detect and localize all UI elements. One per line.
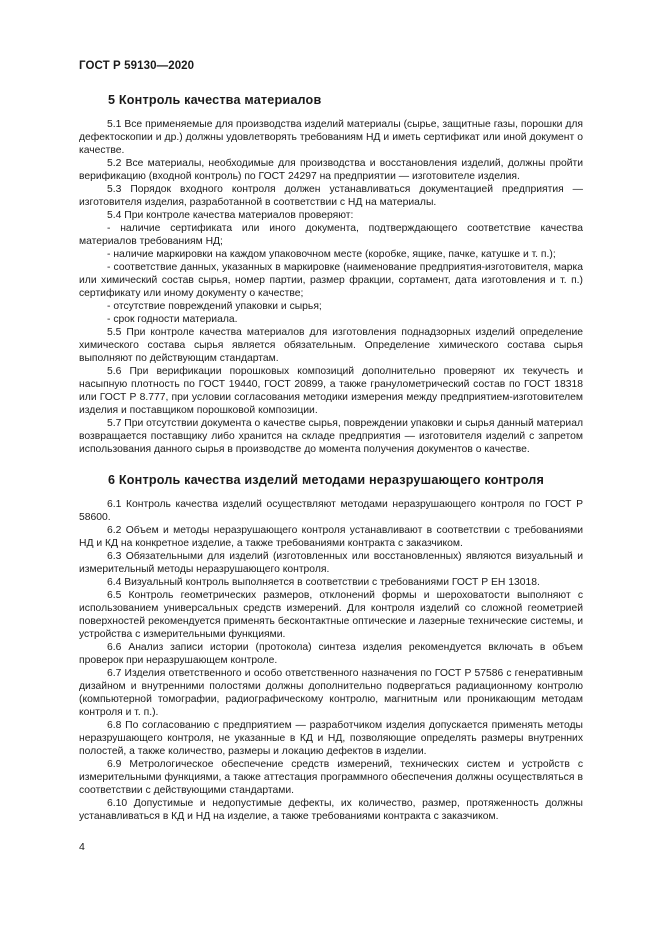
paragraph-5-6: 5.6 При верификации порошковых композиций дополнительно проверяют их текучесть и насыпную плотность по ГОСТ 19440, ГОСТ 20899, а также гранулометрический состав по ГОСТ 18318 или ГОСТ Р 8.777, при условии согласования методики измерения между предприятием-изготовителем изделия и поставщиком порошковой композиции. (79, 366, 583, 416)
paragraph-6-6: 6.6 Анализ записи истории (протокола) синтеза изделия рекомендуется включать в объем проверок при неразрушающем контроле. (79, 642, 583, 666)
paragraph-6-8: 6.8 По согласованию с предприятием — разработчиком изделия допускается применять методы неразрушающего контроля, не указанные в КД и НД, позволяющие определять размеры внутренних полостей, а также количество, размеры и локацию дефектов в изделии. (79, 720, 583, 757)
paragraph-6-9: 6.9 Метрологическое обеспечение средств измерений, технических систем и устройств с измерительными функциями, а также аттестация программного обеспечения должны осуществляться в соответствии с действующими стандартами. (79, 759, 583, 796)
paragraph-5-2: 5.2 Все материалы, необходимые для производства и восстановления изделий, должны пройти верификацию (входной контроль) по ГОСТ 24297 на предприятии — изготовителе изделия. (79, 158, 583, 182)
list-item: - срок годности материала. (107, 314, 238, 325)
list-item: - наличие маркировки на каждом упаковочном месте (коробке, ящике, пачке, катушке и т. п.); (107, 249, 556, 260)
paragraph-6-10: 6.10 Допустимые и недопустимые дефекты, их количество, размер, протяженность должны устанавливаться в КД и НД на изделие, а также требованиями контракта с заказчиком. (79, 798, 583, 822)
paragraph-5-1: 5.1 Все применяемые для производства изделий материалы (сырье, защитные газы, порошки для дефектоскопии и др.) должны удовлетворять требованиям НД и иметь сертификат или иной документ о качестве. (79, 119, 583, 156)
paragraph-6-3: 6.3 Обязательными для изделий (изготовленных или восстановленных) являются визуальный и измерительный методы неразрушающего контроля. (79, 551, 583, 575)
paragraph-6-4: 6.4 Визуальный контроль выполняется в соответствии с требованиями ГОСТ Р ЕН 13018. (107, 577, 540, 588)
section-6-heading: 6 Контроль качества изделий методами неразрушающего контроля (108, 473, 545, 487)
list-item: - отсутствие повреждений упаковки и сырья; (107, 301, 322, 312)
paragraph-5-7: 5.7 При отсутствии документа о качестве сырья, повреждении упаковки и сырья данный материал возвращается поставщику либо хранится на складе предприятия — изготовителя изделий с запретом использования данного сырья в производстве до момента получения документов о качестве. (79, 418, 583, 455)
section-5-heading: 5 Контроль качества материалов (108, 93, 322, 107)
list-item: - наличие сертификата или иного документа, подтверждающего соответствие качества материалов требованиям НД; (79, 223, 583, 247)
document-body (79, 91, 583, 823)
paragraph-5-5: 5.5 При контроле качества материалов для изготовления поднадзорных изделий определение химического состава сырья является обязательным. Определение химического состава сырья выполняют по действующим стандартам. (79, 327, 583, 364)
paragraph-6-7: 6.7 Изделия ответственного и особо ответственного назначения по ГОСТ Р 57586 с генеративным дизайном и внутренними полостями должны дополнительно подвергаться радиационному контролю (компьютерной томографии, радиографическому контролю, магнитным или проникающим методам контроля и т. п.). (79, 668, 583, 718)
document-header: ГОСТ Р 59130—2020 (79, 60, 195, 72)
page-number: 4 (79, 841, 85, 853)
paragraph-6-1: 6.1 Контроль качества изделий осуществляют методами неразрушающего контроля по ГОСТ Р 58600. (79, 499, 583, 523)
list-item: - соответствие данных, указанных в маркировке (наименование предприятия-изготовителя, марка или химический состав сырья, номер партии, размер фракции, сортамент, дата изготовления и т. п.) сертификату или иному документу о качестве; (79, 262, 583, 299)
paragraph-6-2: 6.2 Объем и методы неразрушающего контроля устанавливают в соответствии с требованиями НД и КД на конкретное изделие, а также требованиями контракта с заказчиком. (79, 525, 583, 549)
paragraph-5-4: 5.4 При контроле качества материалов проверяют: (107, 210, 354, 221)
paragraph-5-3: 5.3 Порядок входного контроля должен устанавливаться документацией предприятия — изготовителя изделия, разработанной в соответствии с НД на материалы. (79, 184, 583, 208)
paragraph-6-5: 6.5 Контроль геометрических размеров, отклонений формы и шероховатости выполняют с использованием универсальных средств измерений. Для контроля изделий со сложной геометрией поверхностей рекомендуется применять бесконтактные оптические и лазерные технические системы, и устройства с измерительными функциями. (79, 590, 583, 640)
